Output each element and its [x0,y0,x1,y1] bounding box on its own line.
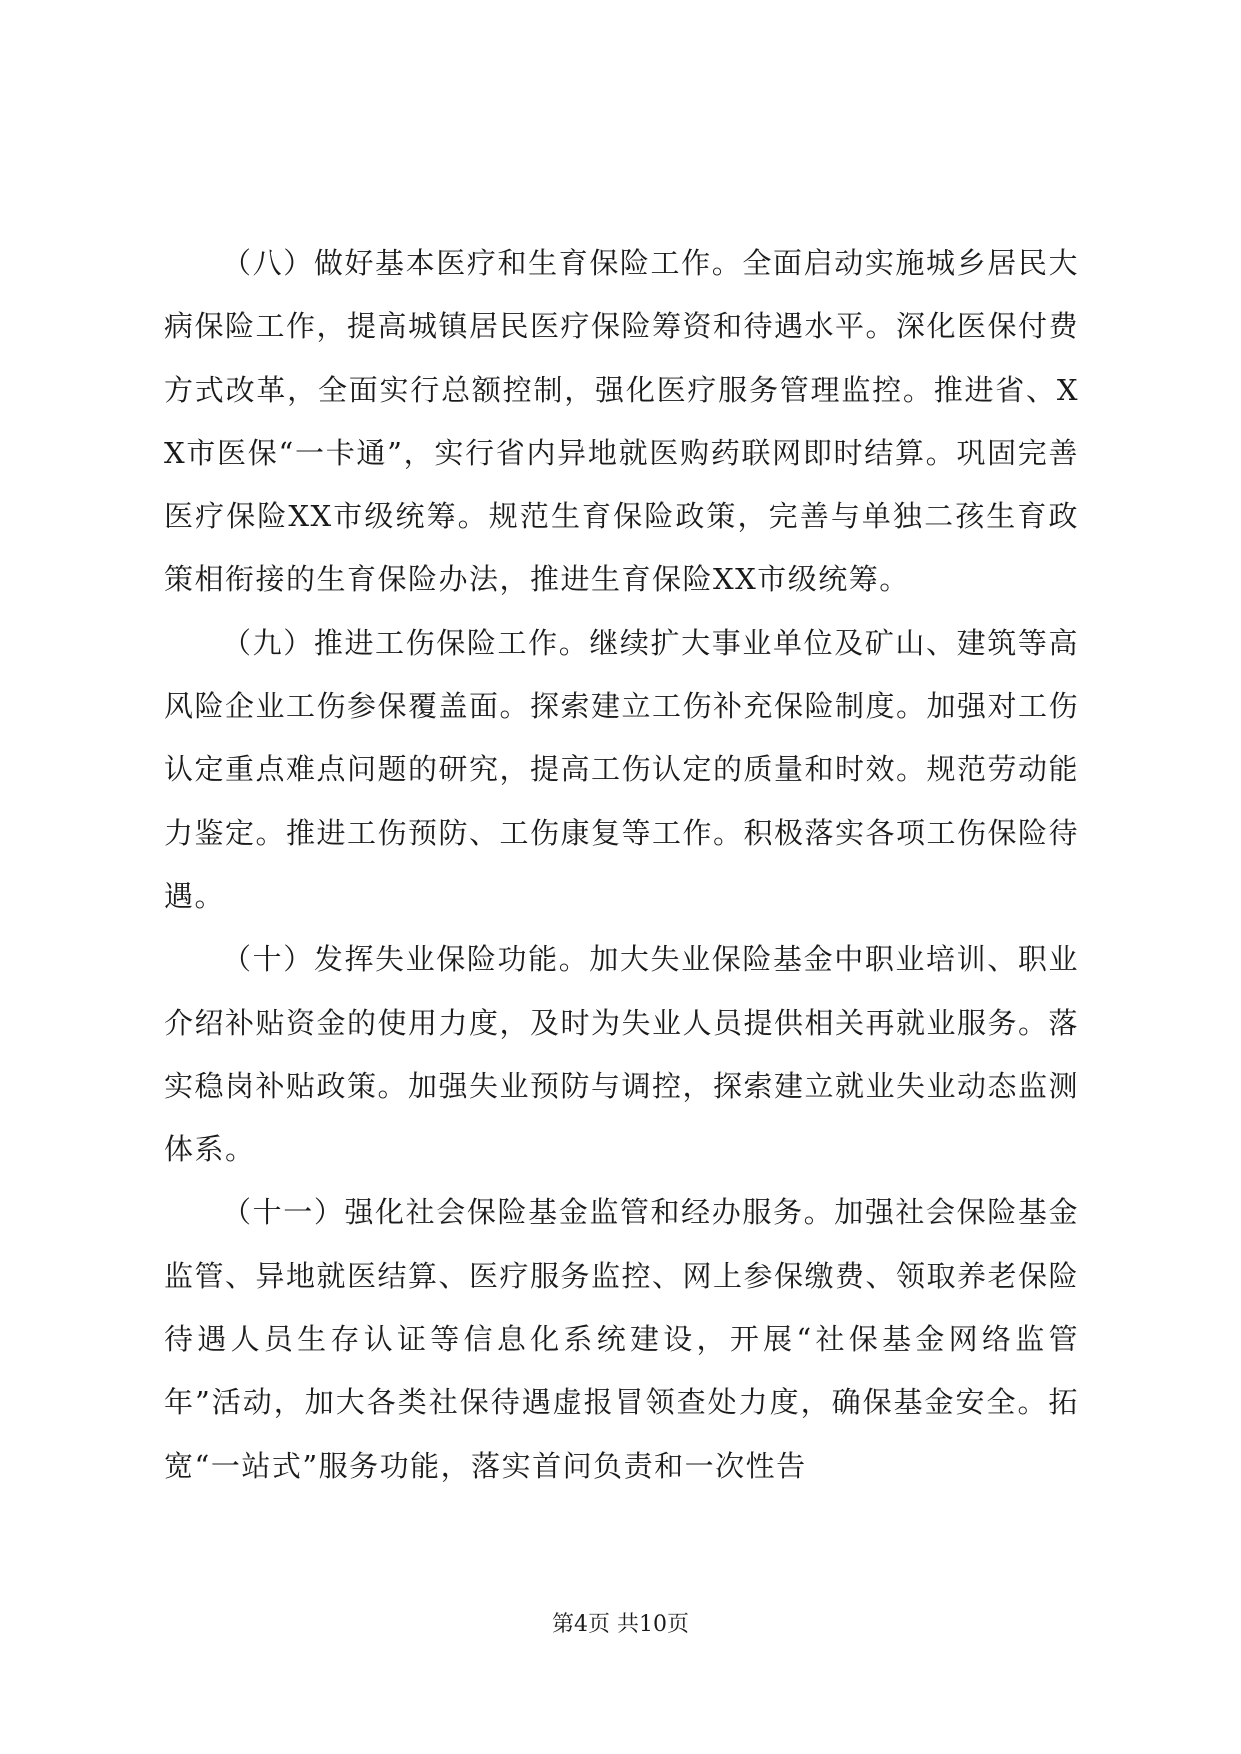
document-body [164,232,1079,1498]
paragraph-11-fund-supervision: （十一）强化社会保险基金监管和经办服务。加强社会保险基金监管、异地就医结算、医疗服务监控、网上参保缴费、领取养老保险待遇人员生存认证等信息化系统建设，开展“社保基金网络监管年”活动，加大各类社保待遇虚报冒领查处力度，确保基金安全。拓宽“一站式”服务功能，落实首问负责和一次性告 [164,1195,1080,1483]
paragraph-10-unemployment-insurance: （十）发挥失业保险功能。加大失业保险基金中职业培训、职业介绍补贴资金的使用力度，及时为失业人员提供相关再就业服务。落实稳岗补贴政策。加强失业预防与调控，探索建立就业失业动态监测体系。 [164,942,1080,1167]
paragraph-9-work-injury-insurance: （九）推进工伤保险工作。继续扩大事业单位及矿山、建筑等高风险企业工伤参保覆盖面。探索建立工伤补充保险制度。加强对工伤认定重点难点问题的研究，提高工伤认定的质量和时效。规范劳动能力鉴定。推进工伤预防、工伤康复等工作。积极落实各项工伤保险待遇。 [164,625,1080,913]
paragraph-8-medical-maternity-insurance: （八）做好基本医疗和生育保险工作。全面启动实施城乡居民大病保险工作，提高城镇居民医疗保险筹资和待遇水平。深化医保付费方式改革，全面实行总额控制，强化医疗服务管理监控。推进省、XX市医保“一卡通”，实行省内异地就医购药联网即时结算。巩固完善医疗保险XX市级统筹。规范生育保险政策，完善与单独二孩生育政策相衔接的生育保险办法，推进生育保险XX市级统筹。 [164,246,1080,597]
page-footer: 第4页 共10页 [552,1612,689,1637]
